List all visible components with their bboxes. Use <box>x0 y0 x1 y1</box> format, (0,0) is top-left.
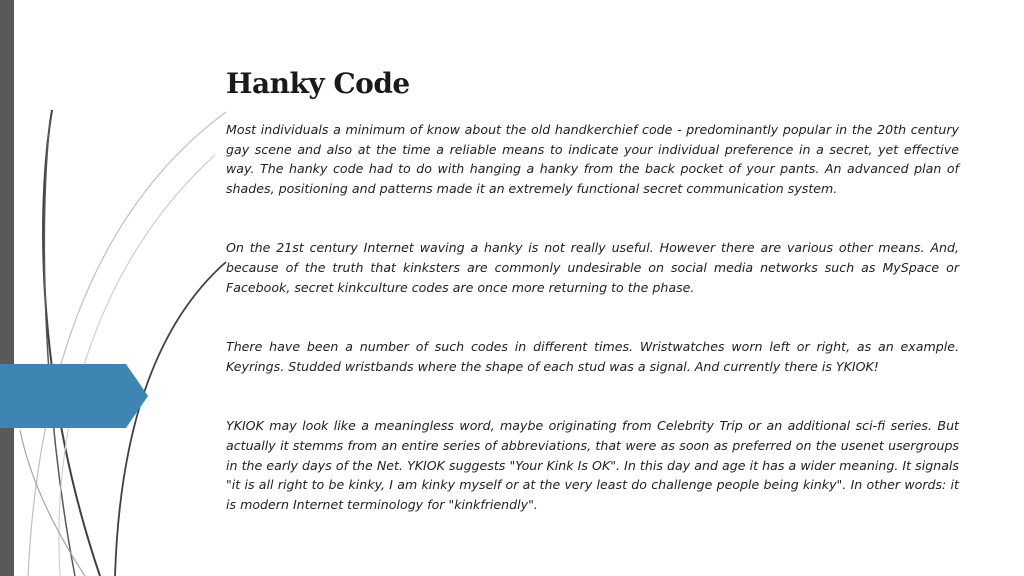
decorative-curves <box>0 0 260 576</box>
curve-light-1 <box>28 112 226 576</box>
content-area <box>226 64 959 514</box>
paragraph-intro: Most individuals a minimum of know about the old handkerchief code - predominantly popular in the 20th century gay scene and also at the time a reliable means to indicate your individual preference in a secret, yet effective way. The hanky code had to do with hanging a hanky from the back pocket of your pants. An advanced plan of shades, positioning and patterns made it an extremely functional secret communication system. <box>226 122 959 196</box>
paragraph-internet: On the 21st century Internet waving a hanky is not really useful. However there are various other means. And, because of the truth that kinksters are commonly undesirable on social media networks such as MySpace or Facebook, secret kinkculture codes are once more returning to the phase. <box>226 240 959 295</box>
paragraph-ykiok: YKIOK may look like a meaningless word, maybe originating from Celebrity Trip or an additional sci-fi series. But actually it stemms from an entire series of abbreviations, that were as soon as preferred on the usenet usergroups in the early days of the Net. YKIOK suggests "Your Kink Is OK". In this day and age it has a wider meaning. It signals "it is all right to be kinky, I am kinky myself or at the very least do challenge people being kinky". In other words: it is modern Internet terminology for "kinkfriendly". <box>226 418 959 512</box>
arrow-shape <box>0 364 148 428</box>
page-title: Hanky Code <box>226 67 410 100</box>
paragraph-codes: There have been a number of such codes in different times. Wristwatches worn left or right, as an example. Keyrings. Studded wristbands where the shape of each stud was a signal. And currently there is YKIOK! <box>226 339 959 374</box>
arrow-tab <box>0 364 148 428</box>
